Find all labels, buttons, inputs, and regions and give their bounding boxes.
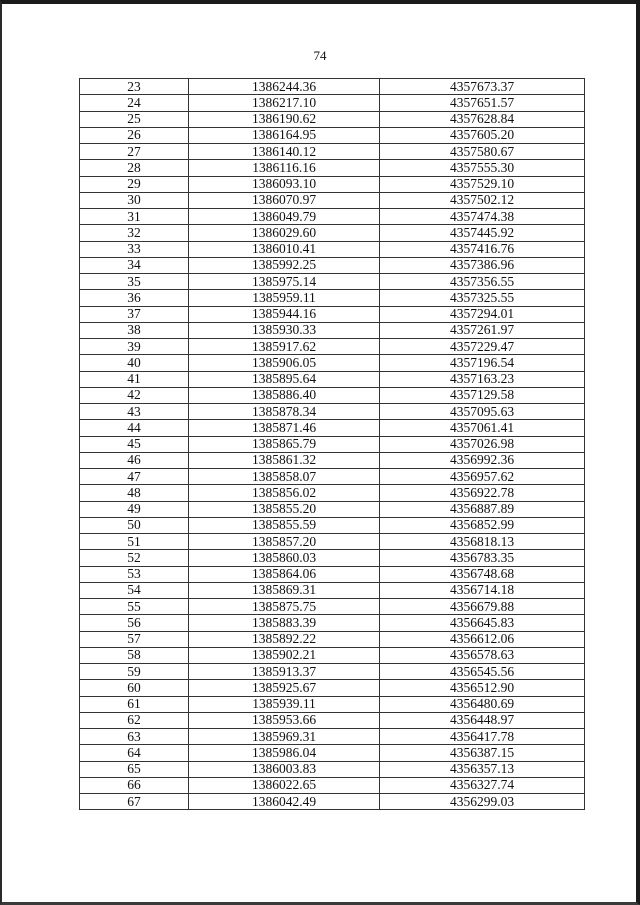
y-coordinate-cell: 4357502.12 (380, 192, 585, 208)
point-number-cell: 28 (80, 160, 189, 176)
table-row (80, 306, 585, 322)
table-row (80, 745, 585, 761)
table-row (80, 209, 585, 225)
y-coordinate-cell: 4356957.62 (380, 469, 585, 485)
table-row (80, 322, 585, 338)
table-row (80, 647, 585, 663)
y-coordinate-cell: 4356612.06 (380, 631, 585, 647)
table-row (80, 485, 585, 501)
point-number-cell: 57 (80, 631, 189, 647)
point-number-cell: 66 (80, 777, 189, 793)
table-row (80, 680, 585, 696)
point-number-cell: 56 (80, 615, 189, 631)
table-row (80, 95, 585, 111)
table-row (80, 371, 585, 387)
y-coordinate-cell: 4356387.15 (380, 745, 585, 761)
y-coordinate-cell: 4357294.01 (380, 306, 585, 322)
point-number-cell: 26 (80, 127, 189, 143)
x-coordinate-cell: 1385992.25 (189, 257, 380, 273)
y-coordinate-cell: 4357445.92 (380, 225, 585, 241)
x-coordinate-cell: 1385855.20 (189, 501, 380, 517)
x-coordinate-cell: 1385886.40 (189, 387, 380, 403)
x-coordinate-cell: 1385883.39 (189, 615, 380, 631)
table-row (80, 257, 585, 273)
point-number-cell: 31 (80, 209, 189, 225)
y-coordinate-cell: 4357555.30 (380, 160, 585, 176)
x-coordinate-cell: 1385861.32 (189, 452, 380, 468)
point-number-cell: 47 (80, 469, 189, 485)
x-coordinate-cell: 1386070.97 (189, 192, 380, 208)
point-number-cell: 33 (80, 241, 189, 257)
table-row (80, 599, 585, 615)
x-coordinate-cell: 1385857.20 (189, 534, 380, 550)
y-coordinate-cell: 4357163.23 (380, 371, 585, 387)
point-number-cell: 46 (80, 452, 189, 468)
y-coordinate-cell: 4357261.97 (380, 322, 585, 338)
y-coordinate-cell: 4356448.97 (380, 712, 585, 728)
table-row (80, 550, 585, 566)
point-number-cell: 41 (80, 371, 189, 387)
table-row (80, 712, 585, 728)
point-number-cell: 51 (80, 534, 189, 550)
y-coordinate-cell: 4356578.63 (380, 647, 585, 663)
y-coordinate-cell: 4357605.20 (380, 127, 585, 143)
x-coordinate-cell: 1385865.79 (189, 436, 380, 452)
x-coordinate-cell: 1385878.34 (189, 404, 380, 420)
table-row (80, 582, 585, 598)
point-number-cell: 30 (80, 192, 189, 208)
point-number-cell: 59 (80, 664, 189, 680)
x-coordinate-cell: 1385959.11 (189, 290, 380, 306)
x-coordinate-cell: 1385869.31 (189, 582, 380, 598)
y-coordinate-cell: 4357196.54 (380, 355, 585, 371)
point-number-cell: 39 (80, 339, 189, 355)
y-coordinate-cell: 4356922.78 (380, 485, 585, 501)
table-row (80, 794, 585, 810)
table-row (80, 777, 585, 793)
y-coordinate-cell: 4356783.35 (380, 550, 585, 566)
y-coordinate-cell: 4357580.67 (380, 144, 585, 160)
table-row (80, 274, 585, 290)
y-coordinate-cell: 4356679.88 (380, 599, 585, 615)
x-coordinate-cell: 1386022.65 (189, 777, 380, 793)
table-row (80, 144, 585, 160)
x-coordinate-cell: 1385930.33 (189, 322, 380, 338)
point-number-cell: 40 (80, 355, 189, 371)
table-row (80, 517, 585, 533)
x-coordinate-cell: 1386116.16 (189, 160, 380, 176)
x-coordinate-cell: 1386244.36 (189, 79, 380, 95)
point-number-cell: 36 (80, 290, 189, 306)
x-coordinate-cell: 1386217.10 (189, 95, 380, 111)
table-row (80, 664, 585, 680)
point-number-cell: 67 (80, 794, 189, 810)
x-coordinate-cell: 1386190.62 (189, 111, 380, 127)
table-row (80, 241, 585, 257)
coordinate-table (79, 78, 585, 810)
point-number-cell: 55 (80, 599, 189, 615)
point-number-cell: 54 (80, 582, 189, 598)
y-coordinate-cell: 4357474.38 (380, 209, 585, 225)
point-number-cell: 43 (80, 404, 189, 420)
y-coordinate-cell: 4356645.83 (380, 615, 585, 631)
x-coordinate-cell: 1385953.66 (189, 712, 380, 728)
y-coordinate-cell: 4356357.13 (380, 761, 585, 777)
y-coordinate-cell: 4356327.74 (380, 777, 585, 793)
y-coordinate-cell: 4357129.58 (380, 387, 585, 403)
x-coordinate-cell: 1385939.11 (189, 696, 380, 712)
x-coordinate-cell: 1385906.05 (189, 355, 380, 371)
x-coordinate-cell: 1386093.10 (189, 176, 380, 192)
point-number-cell: 64 (80, 745, 189, 761)
x-coordinate-cell: 1385944.16 (189, 306, 380, 322)
table-row (80, 729, 585, 745)
y-coordinate-cell: 4357026.98 (380, 436, 585, 452)
page-number: 74 (313, 48, 327, 63)
point-number-cell: 35 (80, 274, 189, 290)
x-coordinate-cell: 1385975.14 (189, 274, 380, 290)
y-coordinate-cell: 4357061.41 (380, 420, 585, 436)
y-coordinate-cell: 4357386.96 (380, 257, 585, 273)
y-coordinate-cell: 4357229.47 (380, 339, 585, 355)
point-number-cell: 45 (80, 436, 189, 452)
y-coordinate-cell: 4357356.55 (380, 274, 585, 290)
x-coordinate-cell: 1385902.21 (189, 647, 380, 663)
table-row (80, 339, 585, 355)
x-coordinate-cell: 1385925.67 (189, 680, 380, 696)
table-row (80, 111, 585, 127)
point-number-cell: 63 (80, 729, 189, 745)
table-row (80, 420, 585, 436)
x-coordinate-cell: 1385864.06 (189, 566, 380, 582)
point-number-cell: 37 (80, 306, 189, 322)
table-row (80, 387, 585, 403)
point-number-cell: 60 (80, 680, 189, 696)
point-number-cell: 61 (80, 696, 189, 712)
point-number-cell: 23 (80, 79, 189, 95)
x-coordinate-cell: 1385856.02 (189, 485, 380, 501)
point-number-cell: 58 (80, 647, 189, 663)
table-row (80, 534, 585, 550)
y-coordinate-cell: 4356480.69 (380, 696, 585, 712)
y-coordinate-cell: 4356992.36 (380, 452, 585, 468)
y-coordinate-cell: 4357651.57 (380, 95, 585, 111)
x-coordinate-cell: 1385892.22 (189, 631, 380, 647)
table-row (80, 225, 585, 241)
point-number-cell: 44 (80, 420, 189, 436)
y-coordinate-cell: 4357416.76 (380, 241, 585, 257)
table-row (80, 192, 585, 208)
table-row (80, 176, 585, 192)
x-coordinate-cell: 1386042.49 (189, 794, 380, 810)
x-coordinate-cell: 1386164.95 (189, 127, 380, 143)
x-coordinate-cell: 1386140.12 (189, 144, 380, 160)
y-coordinate-cell: 4357095.63 (380, 404, 585, 420)
table-row (80, 404, 585, 420)
y-coordinate-cell: 4357628.84 (380, 111, 585, 127)
point-number-cell: 53 (80, 566, 189, 582)
x-coordinate-cell: 1386029.60 (189, 225, 380, 241)
point-number-cell: 48 (80, 485, 189, 501)
table-row (80, 452, 585, 468)
x-coordinate-cell: 1385917.62 (189, 339, 380, 355)
point-number-cell: 49 (80, 501, 189, 517)
point-number-cell: 32 (80, 225, 189, 241)
y-coordinate-cell: 4356887.89 (380, 501, 585, 517)
point-number-cell: 27 (80, 144, 189, 160)
x-coordinate-cell: 1385895.64 (189, 371, 380, 387)
table-row (80, 290, 585, 306)
y-coordinate-cell: 4356748.68 (380, 566, 585, 582)
point-number-cell: 34 (80, 257, 189, 273)
point-number-cell: 52 (80, 550, 189, 566)
table-row (80, 355, 585, 371)
table-row (80, 79, 585, 95)
table-row (80, 501, 585, 517)
y-coordinate-cell: 4356417.78 (380, 729, 585, 745)
table-row (80, 761, 585, 777)
y-coordinate-cell: 4357673.37 (380, 79, 585, 95)
x-coordinate-cell: 1385913.37 (189, 664, 380, 680)
x-coordinate-cell: 1385969.31 (189, 729, 380, 745)
x-coordinate-cell: 1386049.79 (189, 209, 380, 225)
x-coordinate-cell: 1385858.07 (189, 469, 380, 485)
y-coordinate-cell: 4356545.56 (380, 664, 585, 680)
x-coordinate-cell: 1386010.41 (189, 241, 380, 257)
table-row (80, 566, 585, 582)
table-row (80, 615, 585, 631)
x-coordinate-cell: 1385986.04 (189, 745, 380, 761)
x-coordinate-cell: 1385855.59 (189, 517, 380, 533)
y-coordinate-cell: 4356714.18 (380, 582, 585, 598)
table-row (80, 436, 585, 452)
table-row (80, 127, 585, 143)
x-coordinate-cell: 1386003.83 (189, 761, 380, 777)
x-coordinate-cell: 1385875.75 (189, 599, 380, 615)
y-coordinate-cell: 4356852.99 (380, 517, 585, 533)
point-number-cell: 42 (80, 387, 189, 403)
coordinate-table-body (80, 79, 585, 810)
y-coordinate-cell: 4357325.55 (380, 290, 585, 306)
table-row (80, 631, 585, 647)
point-number-cell: 29 (80, 176, 189, 192)
x-coordinate-cell: 1385871.46 (189, 420, 380, 436)
point-number-cell: 65 (80, 761, 189, 777)
table-row (80, 160, 585, 176)
y-coordinate-cell: 4356299.03 (380, 794, 585, 810)
y-coordinate-cell: 4356512.90 (380, 680, 585, 696)
table-row (80, 696, 585, 712)
point-number-cell: 62 (80, 712, 189, 728)
y-coordinate-cell: 4357529.10 (380, 176, 585, 192)
point-number-cell: 25 (80, 111, 189, 127)
table-row (80, 469, 585, 485)
y-coordinate-cell: 4356818.13 (380, 534, 585, 550)
x-coordinate-cell: 1385860.03 (189, 550, 380, 566)
point-number-cell: 24 (80, 95, 189, 111)
point-number-cell: 38 (80, 322, 189, 338)
point-number-cell: 50 (80, 517, 189, 533)
